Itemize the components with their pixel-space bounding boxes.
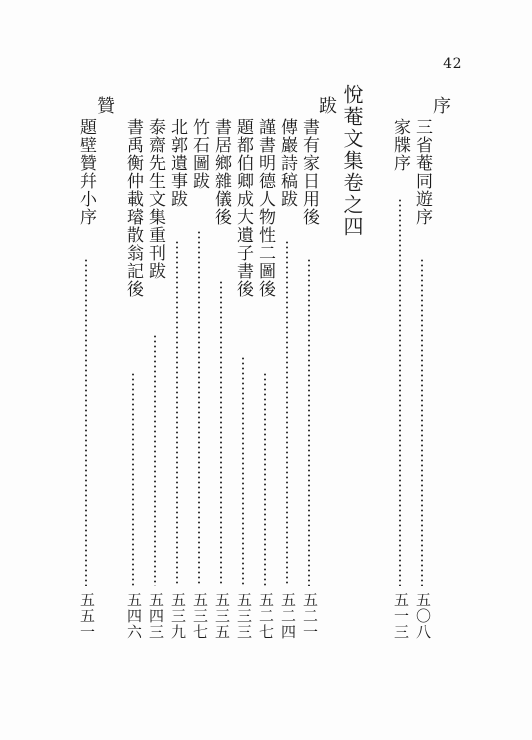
toc-entry-page: 五三五 bbox=[213, 592, 231, 640]
toc-entry bbox=[121, 118, 145, 298]
dot-leader bbox=[399, 198, 401, 586]
dot-leader bbox=[132, 372, 134, 586]
toc-entry-title: 傳巖詩稿跋 bbox=[277, 118, 297, 208]
toc-entry-title: 書禹衡仲載璿散翁記後 bbox=[123, 118, 143, 298]
dot-leader bbox=[220, 280, 222, 586]
toc-entry bbox=[388, 118, 412, 172]
toc-entry-page: 五二一 bbox=[301, 592, 319, 640]
toc-entry-page: 五二七 bbox=[257, 592, 275, 640]
dot-leader bbox=[85, 258, 87, 586]
dot-leader bbox=[176, 240, 178, 586]
toc-entry-title: 書居鄉雜儀後 bbox=[211, 118, 231, 226]
toc-entry-title: 家牒序 bbox=[390, 118, 410, 172]
toc-entry bbox=[231, 118, 255, 298]
toc-entry bbox=[275, 118, 299, 208]
toc-entry-title: 三省菴同遊序 bbox=[412, 118, 432, 226]
dot-leader bbox=[198, 230, 200, 586]
toc-entry-page: 五一三 bbox=[392, 592, 410, 640]
toc-entry-page: 五三九 bbox=[169, 592, 187, 640]
toc-entry-page: 五四六 bbox=[125, 592, 143, 640]
dot-leader bbox=[154, 334, 156, 586]
toc-entry bbox=[297, 118, 321, 226]
dot-leader bbox=[264, 372, 266, 586]
toc-entry-title: 北郭遺事跋 bbox=[167, 118, 187, 208]
toc-entry-title: 題都伯卿成大遺子書後 bbox=[233, 118, 253, 298]
toc-entry-title: 泰齋先生文集重刊跋 bbox=[145, 118, 165, 280]
dot-leader bbox=[286, 240, 288, 586]
section-header-xu: 序 bbox=[430, 96, 451, 115]
toc-entry-page: 五五一 bbox=[78, 592, 96, 640]
toc-entry bbox=[253, 118, 277, 298]
section-header-ba: 跋 bbox=[316, 96, 337, 115]
toc-entry-page: 五二四 bbox=[279, 592, 297, 640]
dot-leader bbox=[421, 258, 423, 586]
section-header-zan: 贊 bbox=[94, 96, 115, 115]
toc-entry-title: 謹書明德人物性二圖後 bbox=[255, 118, 275, 298]
toc-entry-page: 五三三 bbox=[235, 592, 253, 640]
toc-entry bbox=[187, 118, 211, 190]
toc-entry-title: 題壁贊幷小序 bbox=[76, 118, 96, 226]
dot-leader bbox=[242, 356, 244, 586]
dot-leader bbox=[308, 258, 310, 586]
toc-entry bbox=[143, 118, 167, 280]
toc-entry-title: 竹石圖跋 bbox=[189, 118, 209, 190]
toc-entry-page: 五四三 bbox=[147, 592, 165, 640]
toc-entry bbox=[165, 118, 189, 208]
toc-entry-page: 五〇八 bbox=[414, 592, 432, 640]
volume-title: 悅菴文集卷之四 bbox=[340, 84, 364, 238]
toc-entry-title: 書有家日用後 bbox=[299, 118, 319, 226]
toc-entry bbox=[209, 118, 233, 226]
toc-entry bbox=[74, 118, 98, 226]
page-number: 42 bbox=[443, 56, 462, 72]
toc-entry-page: 五三七 bbox=[191, 592, 209, 640]
